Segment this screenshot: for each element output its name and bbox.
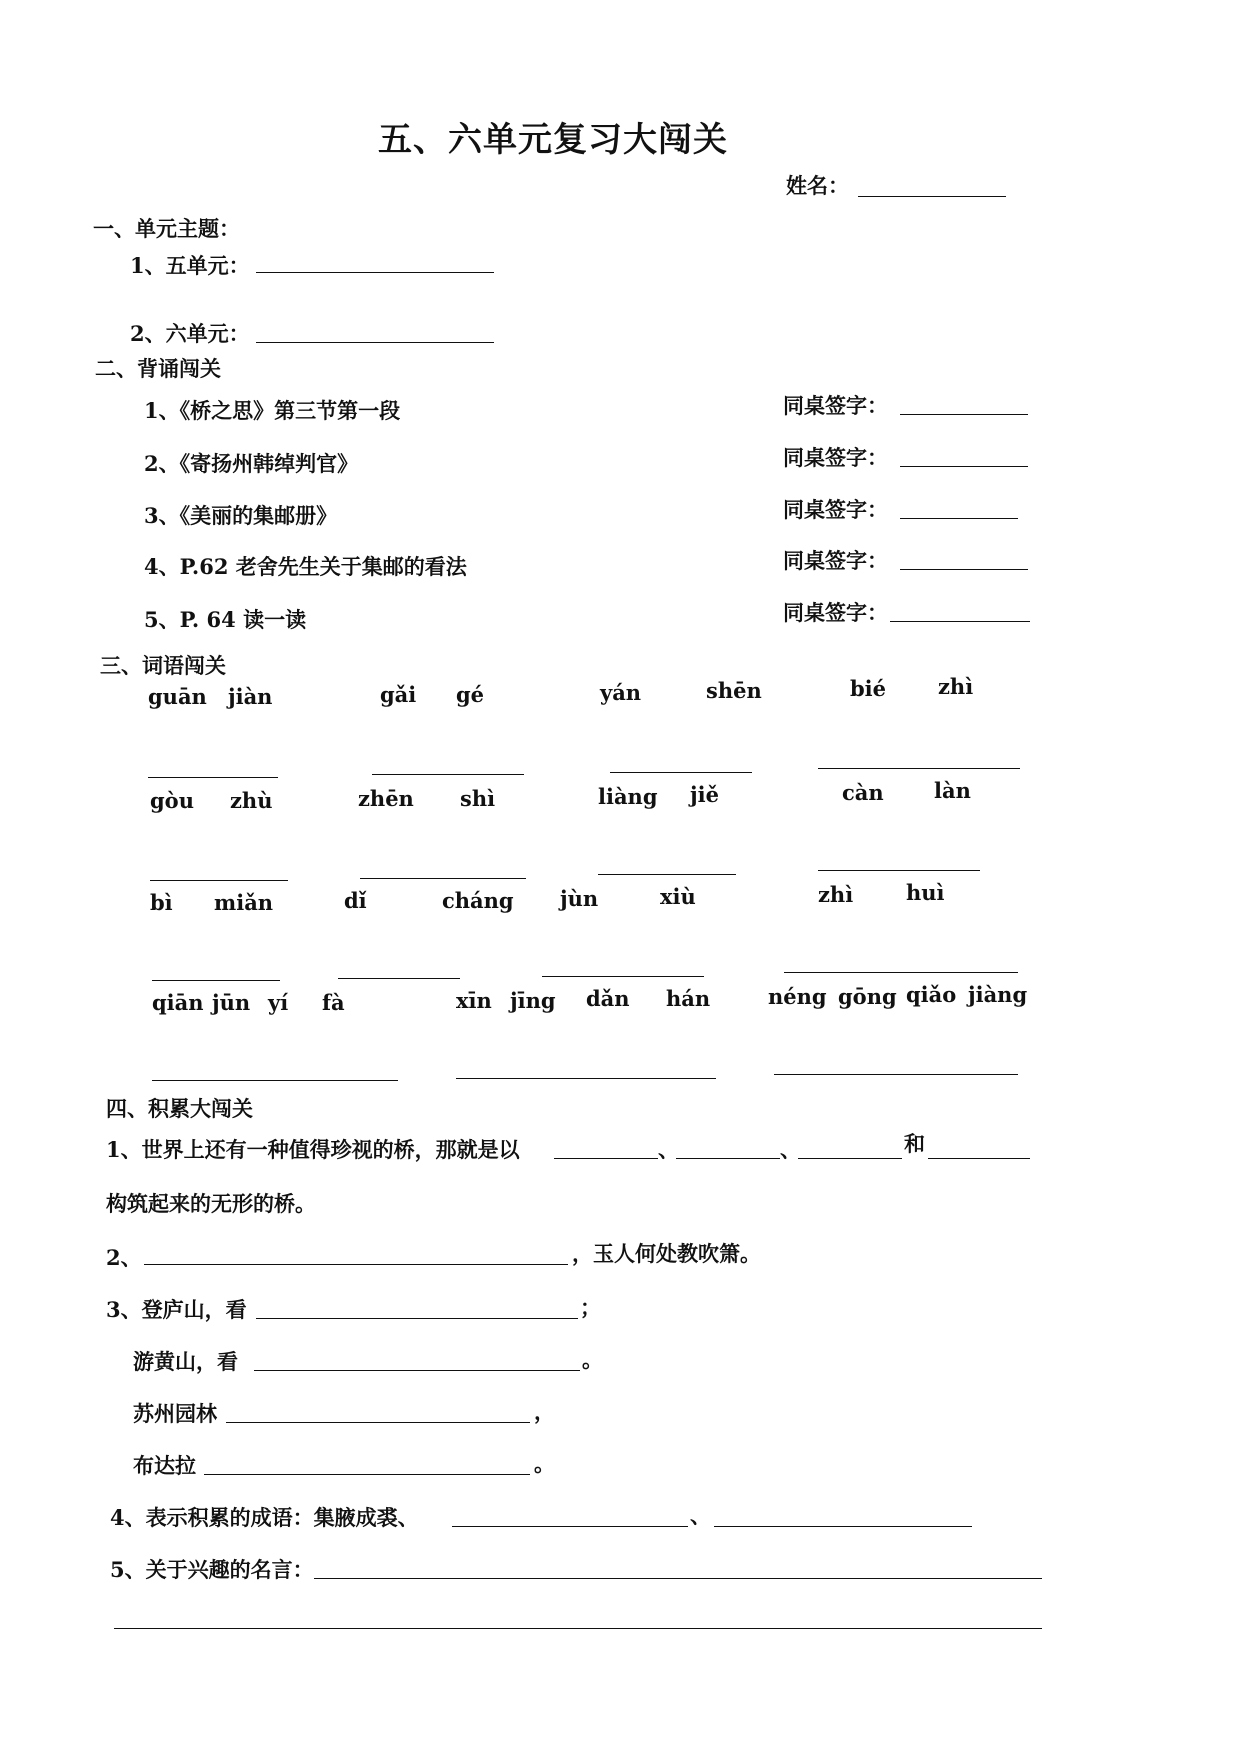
recite-item-3: 3、《美丽的集邮册》: [144, 503, 338, 528]
sign-blank-2[interactable]: [900, 466, 1028, 467]
pinyin: qiǎo: [906, 982, 957, 1007]
q1-blank-1[interactable]: [554, 1158, 658, 1159]
pinyin: hán: [666, 986, 711, 1011]
word-blank[interactable]: [598, 874, 736, 875]
pinyin: yán: [600, 680, 642, 705]
word-blank[interactable]: [152, 1080, 398, 1081]
q5-blank-2[interactable]: [114, 1628, 1042, 1629]
q3-a-end: ；: [580, 1295, 601, 1320]
word-blank[interactable]: [774, 1074, 1018, 1075]
recite-item-2: 2、《寄扬州韩绰判官》: [144, 451, 359, 476]
word-blank[interactable]: [610, 772, 752, 773]
word-blank[interactable]: [148, 777, 278, 778]
pinyin: zhù: [230, 788, 273, 813]
section-3-heading: 三、词语闯关: [100, 653, 226, 678]
pinyin: cháng: [442, 888, 514, 913]
pinyin: jiàng: [968, 982, 1028, 1007]
pinyin: dǎn: [586, 986, 630, 1011]
pinyin: guān: [148, 684, 207, 709]
pinyin: shì: [460, 786, 496, 811]
recite-item-5: 5、P. 64 读一读: [144, 607, 307, 632]
q4-blank-1[interactable]: [452, 1526, 688, 1527]
pinyin: gòu: [150, 788, 194, 813]
q3-c-end: ，: [534, 1399, 555, 1424]
pinyin: néng: [768, 984, 827, 1009]
q3-blank-b[interactable]: [254, 1370, 580, 1371]
q1-and: 和: [904, 1131, 925, 1156]
pinyin: liàng: [598, 784, 658, 809]
pinyin: qiān: [152, 990, 204, 1015]
pinyin: miǎn: [214, 890, 274, 915]
section-4-heading: 四、积累大闯关: [106, 1096, 253, 1121]
pinyin: bì: [150, 890, 173, 915]
q3-blank-a[interactable]: [256, 1318, 578, 1319]
pinyin: jiàn: [228, 684, 273, 709]
q1-text: 1、世界上还有一种值得珍视的桥，那就是以: [106, 1137, 520, 1162]
pinyin: jùn: [560, 886, 599, 911]
unit-6-blank[interactable]: [256, 342, 494, 343]
q1-blank-4[interactable]: [928, 1158, 1030, 1159]
unit-5-blank[interactable]: [256, 272, 494, 273]
sign-blank-1[interactable]: [900, 414, 1028, 415]
pinyin: jīng: [510, 988, 556, 1013]
pinyin: làn: [934, 778, 971, 803]
sign-blank-3[interactable]: [900, 518, 1018, 519]
pinyin: jiě: [690, 782, 719, 807]
q4-text: 4、表示积累的成语：集腋成裘、: [110, 1505, 419, 1530]
name-label: 姓名：: [786, 173, 849, 198]
q1-blank-2[interactable]: [676, 1158, 780, 1159]
section-1-heading: 一、单元主题：: [93, 216, 240, 241]
recite-item-1: 1、《桥之思》第三节第一段: [144, 398, 401, 423]
q4-sep: 、: [690, 1503, 711, 1528]
sign-label-2: 同桌签字：: [783, 445, 888, 470]
pinyin: gōng: [838, 984, 897, 1009]
unit-5-label: 1、五单元：: [130, 253, 250, 278]
pinyin: huì: [906, 880, 945, 905]
word-blank[interactable]: [338, 978, 460, 979]
pinyin: gǎi: [380, 682, 417, 707]
pinyin: dǐ: [344, 888, 367, 913]
sign-blank-4[interactable]: [900, 569, 1028, 570]
pinyin: yí: [268, 990, 289, 1015]
word-blank[interactable]: [542, 976, 704, 977]
pinyin: shēn: [706, 678, 762, 703]
pinyin: zhì: [938, 674, 974, 699]
word-blank[interactable]: [360, 878, 526, 879]
sign-label-5: 同桌签字：: [783, 600, 888, 625]
q3-line-d: 布达拉: [133, 1453, 196, 1478]
sign-label-1: 同桌签字：: [783, 393, 888, 418]
page-title: 五、六单元复习大闯关: [378, 120, 728, 160]
section-2-heading: 二、背诵闯关: [95, 356, 221, 381]
q2-tail: ，玉人何处教吹箫。: [572, 1241, 761, 1266]
word-blank[interactable]: [152, 980, 280, 981]
word-blank[interactable]: [818, 870, 980, 871]
pinyin: bié: [850, 676, 887, 701]
pinyin: zhì: [818, 882, 854, 907]
pinyin: zhēn: [358, 786, 414, 811]
recite-item-4: 4、P.62 老舍先生关于集邮的看法: [144, 554, 467, 579]
q1-sep-2: 、: [780, 1137, 801, 1162]
name-blank[interactable]: [858, 196, 1006, 197]
sign-label-4: 同桌签字：: [783, 548, 888, 573]
word-blank[interactable]: [372, 774, 524, 775]
pinyin: gé: [456, 682, 485, 707]
word-blank[interactable]: [818, 768, 1020, 769]
q3-b-end: 。: [582, 1347, 603, 1372]
pinyin: jūn: [212, 990, 251, 1015]
q1-blank-3[interactable]: [798, 1158, 902, 1159]
q5-text: 5、关于兴趣的名言：: [110, 1557, 314, 1582]
q3-d-end: 。: [534, 1451, 555, 1476]
q4-blank-2[interactable]: [714, 1526, 972, 1527]
q3-blank-d[interactable]: [204, 1474, 530, 1475]
sign-label-3: 同桌签字：: [783, 497, 888, 522]
sign-blank-5[interactable]: [890, 621, 1030, 622]
q2-blank[interactable]: [144, 1264, 568, 1265]
unit-6-label: 2、六单元：: [130, 321, 250, 346]
word-blank[interactable]: [784, 972, 1018, 973]
word-blank[interactable]: [150, 880, 288, 881]
q3-blank-c[interactable]: [226, 1422, 530, 1423]
pinyin: xīn: [456, 988, 492, 1013]
pinyin: fà: [322, 990, 345, 1015]
word-blank[interactable]: [456, 1078, 716, 1079]
q3-line-b: 游黄山，看: [133, 1349, 238, 1374]
q3-line-c: 苏州园林: [133, 1401, 217, 1426]
pinyin: càn: [842, 780, 884, 805]
q5-blank-1[interactable]: [314, 1578, 1042, 1579]
q1-sep-1: 、: [658, 1137, 679, 1162]
q3-line-a: 3、登庐山，看: [106, 1297, 247, 1322]
q1-text-end: 构筑起来的无形的桥。: [106, 1191, 316, 1216]
pinyin: xiù: [660, 884, 696, 909]
q2-number: 2、: [106, 1245, 142, 1270]
